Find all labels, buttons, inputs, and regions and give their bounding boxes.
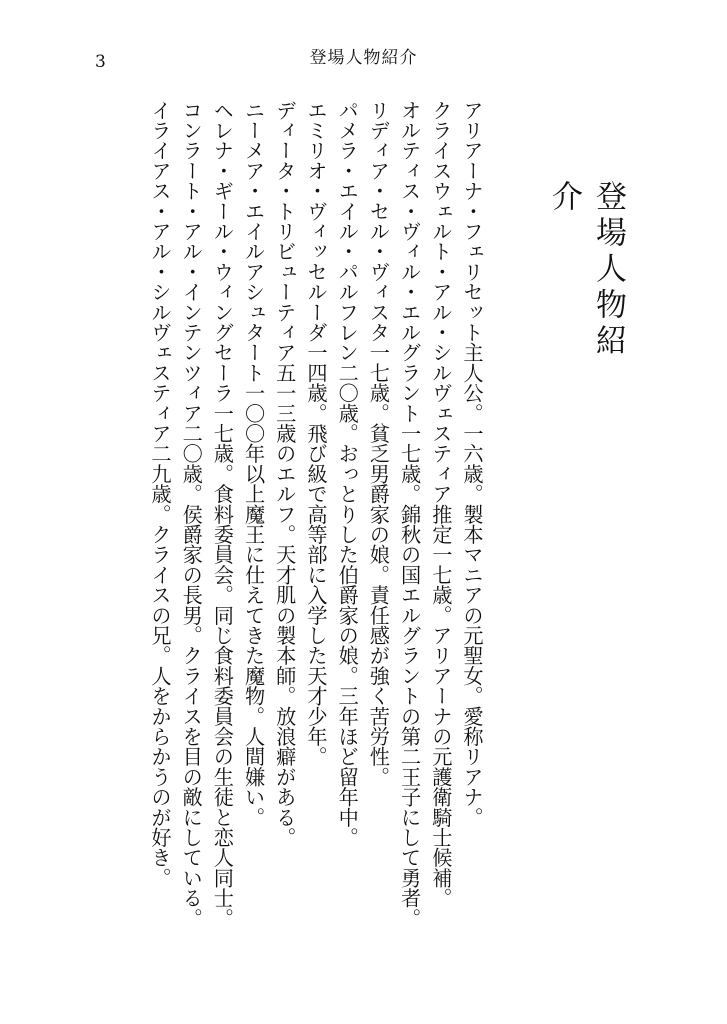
character-description: 一〇〇年以上魔王に仕えてきた魔物。人間嫌い。 (241, 382, 266, 828)
character-description: 推定一七歳。アリアーナの元護衛騎士候補。 (428, 504, 453, 908)
character-entry-dieta (269, 100, 300, 980)
character-description: 主人公。一六歳。製本マニアの元聖女。愛称リアナ。 (460, 342, 484, 828)
character-name: エミリオ・ヴィッセルーダ (303, 100, 328, 343)
character-name: ニーメア・エイルアシュタート (241, 100, 266, 383)
character-name: ヘレナ・ギール・ウィングセーラ (210, 100, 235, 403)
character-description: 二〇歳。おっとりした伯爵家の娘。三年ほど留年中。 (335, 362, 360, 848)
character-entry-konrad (175, 100, 206, 980)
character-name: ディータ・トリビューティア (272, 100, 297, 363)
character-entry-ariana (456, 100, 487, 980)
character-entry-kraiswelt (425, 100, 456, 980)
character-description: 一七歳。貧乏男爵家の娘。責任感が強く苦労性。 (366, 342, 391, 787)
character-entry-pamela (331, 100, 362, 980)
character-name: コンラート・アル・インテンツィア (179, 100, 204, 424)
character-name: イライアス・アル・シルヴェスティア (147, 100, 172, 444)
character-description: 一四歳。飛び級で高等部に入学した天才少年。 (303, 342, 328, 767)
character-name: パメラ・エイル・パルフレン (335, 100, 360, 363)
character-list (144, 100, 487, 980)
running-header: 登場人物紹介 (309, 48, 418, 68)
character-entry-ortis (393, 100, 424, 980)
section-title: 登場人物紹介 (546, 180, 626, 360)
character-description: 二九歳。クライスの兄。人をからかうのが好き。 (147, 443, 172, 888)
character-name: クライスウェルト・アル・シルヴェスティア (428, 100, 453, 504)
character-entry-helena (206, 100, 237, 980)
character-name: オルティス・ヴィル・エルグラント (397, 100, 422, 424)
character-description: 二〇歳。侯爵家の長男。クライスを目の敵にしている。 (179, 423, 204, 929)
character-description: 一七歳。錦秋の国エルグラントの第二王子にして勇者。 (397, 423, 422, 929)
character-name: リディア・セル・ヴィスタ (366, 100, 391, 343)
character-description: 五一三歳のエルフ。天才肌の製本師。放浪癖がある。 (272, 362, 297, 848)
page-number: 3 (95, 52, 106, 72)
character-entry-lydia (362, 100, 393, 980)
character-entry-elias (144, 100, 175, 980)
character-entry-nimea (237, 100, 268, 980)
character-description: 一七歳。食料委員会。同じ食料委員会の生徒と恋人同士。 (210, 403, 235, 929)
character-name: アリアーナ・フェリセット (460, 100, 484, 343)
character-entry-emilio (300, 100, 331, 980)
